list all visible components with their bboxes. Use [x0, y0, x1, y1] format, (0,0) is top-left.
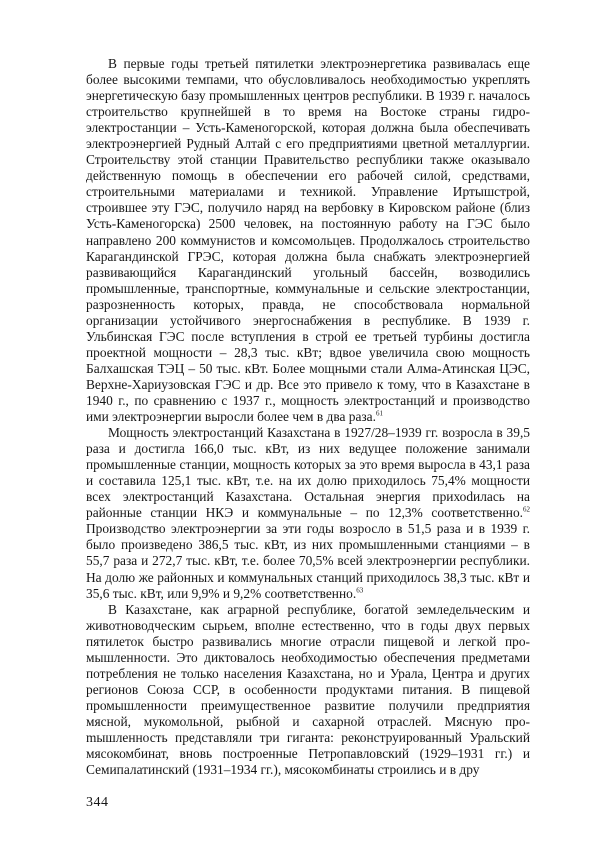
footnote-reference: 61 [375, 409, 383, 418]
paragraph-text-continued: Производство электроэнергии за эти годы возросло в 51,5 раза и в 1939 г. было произведено 386,5 тыс. кВт, из них промышленными станциями – в 55,7 раза и 272,7 тыс. кВт, т.е. более 70,5% всей электроэнергии республики. На долю же районных и коммунальных станций приходилось 38,3 тыс. кВт и 35,6 тыс. кВт, или 9,9% и 9,2% соответственно. [86, 521, 530, 601]
paragraph-text: В первые годы третьей пятилетки электроэнергетика развивалась еще более высокими темпами, что обусловливалось необходимостью укреплять энергетическую базу промышленных центров республики. В 1939 г. началось строительство крупнейшей в то время на Востоке страны гидроэлектростанции – Усть-Каменогорской, которая должна была обеспечивать электроэнергией Рудный Алтай с его предприятиями цветной металлургии. Строительству этой станции Правительство республики также оказывало действенную помощь в обеспечении его рабочей силой, средствами, строительными материалами и техникой. Управление Иртышстрой, строившее эту ГЭС, получило наряд на вербовку в Кировском районе (близ Усть-Каменогорска) 2500 человек, на постоянную работу на ГЭС было направлено 200 коммунистов и комсомольцев. Продолжалось строительство Карагандинской ГРЭС, которая должна была снабжать электроэнергией развивающийся Карагандинский угольный бассейн, возводились промышленные, транспортные, коммунальные и сельские электростанции, разрозненность которых, правда, не способствовала нормальной организации устойчивого энергоснабжения в республике. В 1939 г. Ульбинская ГЭС после вступления в строй ее третьей турбины достигла проектной мощности – 28,3 тыс. кВт; вдвое увеличила свою мощность Балхашская ТЭЦ – 50 тыс. кВт. Более мощными стали Алма-Атинская ЦЭС, Верхне-Хариузовская ГЭС и др. Все это привело к тому, что в Казахстане в 1940 г., по сравнению с 1937 г., мощность электростанций и производство ими электроэнергии выросли более чем в два раза. [86, 56, 530, 425]
paragraph-text: В Казахстане, как аграрной республике, богатой земледельческим и животноводческим сырьем, вполне естественно, что в годы двух первых пятилеток быстро развивались многие отрасли пищевой и легкой промышленности. Это диктовалось необходимостью обеспечения предметами потребления не только населения Казахстана, но и Урала, Центра и других регионов Союза ССР, в особенности продуктами питания. В пищевой промышленности преимущественное развитие получили предприятия мясной, мукомольной, рыбной и сахарной отраслей. Мясную проmышленность представляли три гиганта: реконструированный Уральский мясокомбинат, вновь построенные Петропавловский (1929–1931 гг.) и Семипалатинский (1931–1934 гг.), мясокомбинаты строились и в дру [86, 601, 530, 778]
paragraph-power-capacity-1927-1939 [86, 425, 530, 602]
page-number: 344 [86, 795, 109, 810]
footnote-reference: 62 [523, 505, 530, 514]
paragraph-text: Мощность электростанций Казахстана в 1927/28–1939 гг. возросла в 39,5 раза и достигла 166,0 тыс. кВт, из них ведущее положение занимали промышленные станции, мощность которых за это время выросла в 43,1 раза и составила 125,1 тыс. кВт, т.е. на их долю приходилось 75,4% мощности всех электростанций Казахстана. Остальная энергия прихоdилась на районные станции НКЭ и коммунальные – по 12,3% соответственно. [86, 425, 530, 521]
paragraph-food-and-light-industry [86, 602, 530, 779]
paragraph-electric-power-third-five-year-plan [86, 56, 530, 425]
footnote-reference: 63 [356, 586, 364, 595]
